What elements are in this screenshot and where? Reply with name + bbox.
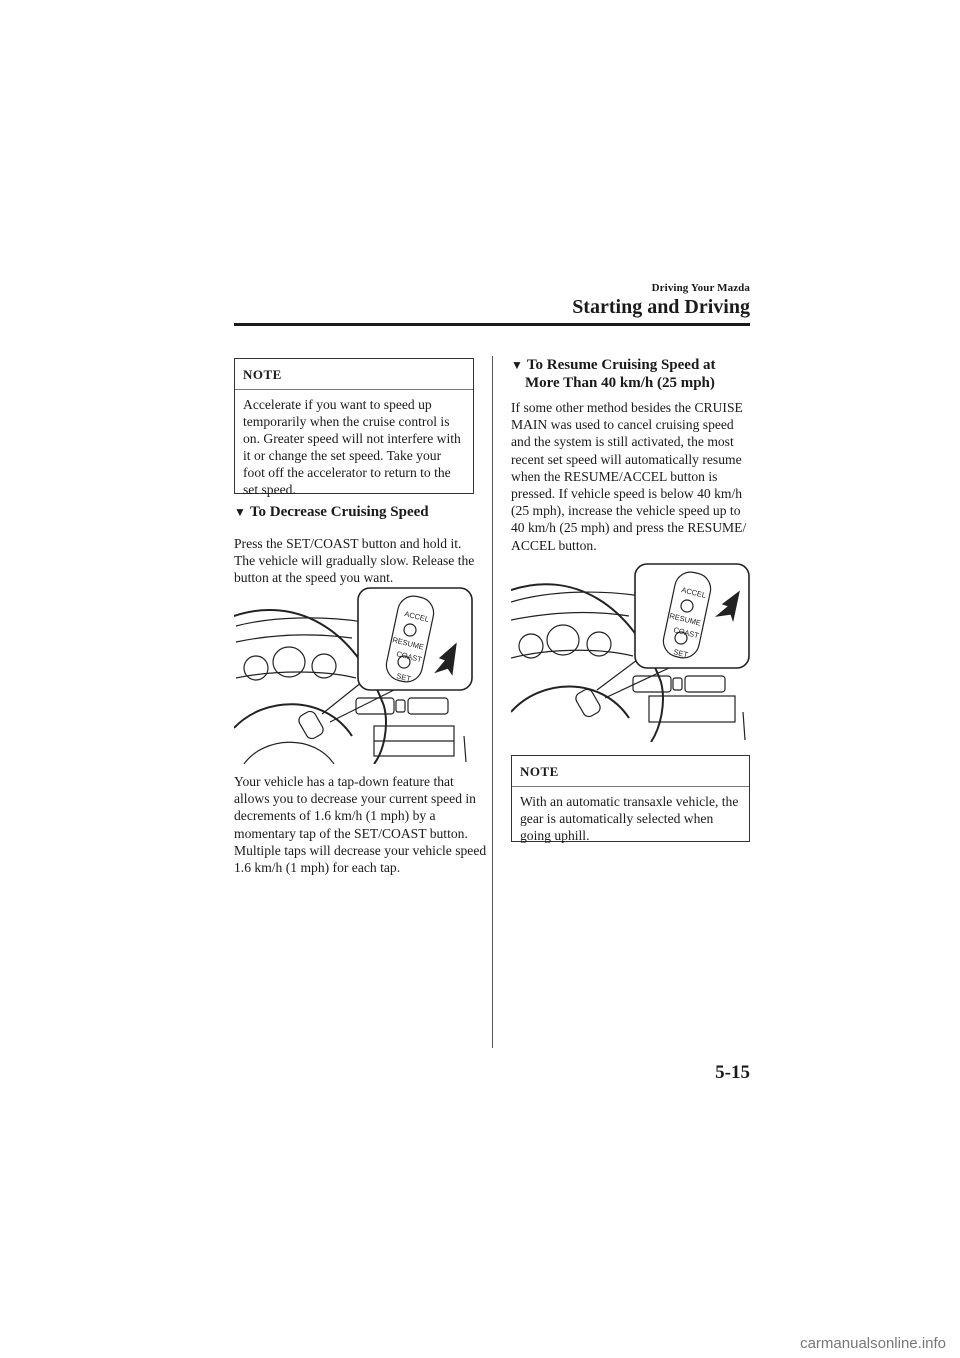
note-box-left	[234, 358, 474, 497]
resume-heading	[511, 356, 761, 392]
resume-figure	[511, 562, 751, 742]
figure-label-set: SET	[672, 647, 689, 660]
heading-line-2: More Than 40 km/h (25 mph)	[525, 375, 715, 391]
heading-line-1: To Resume Cruising Speed at	[526, 357, 716, 373]
watermark: carmanualsonline.info	[800, 1335, 946, 1352]
note-box-right	[511, 755, 750, 842]
decrease-heading	[234, 503, 494, 521]
figure-label-resume: RESUME	[668, 611, 702, 628]
decrease-paragraph: Press the SET/COAST button and hold it. The vehicle will gradually slow. Release the button at the speed you want.	[234, 536, 475, 586]
figure-label-accel: ACCEL	[403, 609, 430, 624]
tapdown-paragraph: Your vehicle has a tap-down feature that allows you to decrease your current speed in decrements of 1.6 km/h (1 mph) by a momentary tap of the SET/COAST button. Multiple taps will decrease your vehicle speed 1.6 km/h (1 mph) for each tap.	[234, 774, 487, 876]
figure-label-resume: RESUME	[391, 635, 425, 652]
column-divider	[492, 356, 493, 1048]
note-label: NOTE	[235, 359, 473, 390]
decrease-figure	[234, 586, 474, 764]
section-label: Driving Your Mazda	[651, 282, 750, 294]
figure-label-coast: COAST	[395, 649, 423, 665]
header-rule	[234, 323, 750, 326]
figure-label-set: SET	[395, 671, 412, 684]
note-text: With an automatic transaxle vehicle, the gear is automatically selected when going uphill.	[520, 794, 739, 843]
figure-label-accel: ACCEL	[680, 585, 707, 600]
figure-label-coast: COAST	[672, 625, 700, 641]
page-title: Starting and Driving	[572, 296, 750, 318]
page-number: 5-15	[715, 1062, 750, 1083]
resume-paragraph: If some other method besides the CRUISE MAIN was used to cancel cruising speed and the system is still activated, the most recent set speed will automatically resume when the RESUME/ACCEL button is pressed. If vehicle speed is below 40 km/h (25 mph), increase the vehicle speed up to 40 km/h (25 mph) and press the RESUME/ ACCEL button.	[511, 400, 747, 553]
heading-text: To Decrease Cruising Speed	[249, 504, 429, 520]
note-label: NOTE	[512, 756, 749, 787]
heading-marker: ▼	[511, 358, 523, 372]
heading-marker: ▼	[234, 505, 246, 519]
note-text: Accelerate if you want to speed up temporarily when the cruise control is on. Greater speed will not interfere with it or change the set speed. Take your foot off the accelerator to return to the set speed.	[243, 397, 461, 497]
